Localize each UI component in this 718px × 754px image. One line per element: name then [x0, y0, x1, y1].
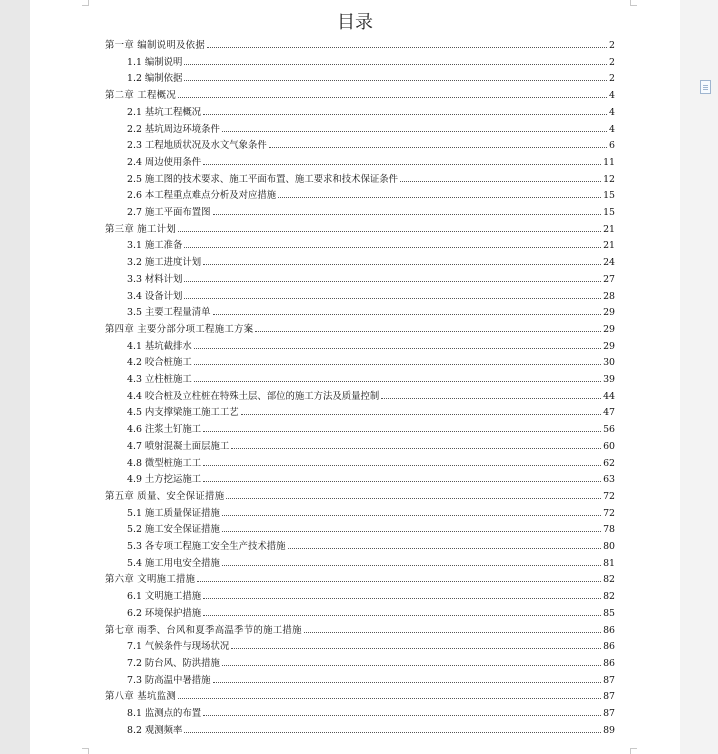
document-icon[interactable] — [700, 80, 711, 94]
toc-entry-label: 4.6 注浆土钉施工 — [127, 424, 202, 436]
toc-leader-dots — [278, 197, 601, 198]
toc-section-entry[interactable] — [105, 237, 615, 254]
toc-page-number: 86 — [603, 624, 615, 636]
toc-entry-label: 5.1 施工质量保证措施 — [127, 507, 220, 519]
toc-entry-label: 第六章 文明施工措施 — [105, 574, 196, 586]
toc-entry-label: 第一章 编制说明及依据 — [105, 40, 206, 51]
toc-page-number: 6 — [609, 140, 615, 152]
toc-entry-label: 第三章 施工计划 — [105, 223, 177, 235]
toc-section-entry[interactable] — [105, 555, 615, 572]
toc-page-number: 27 — [603, 273, 615, 285]
toc-entry-label: 2.7 施工平面布置图 — [127, 207, 211, 218]
toc-section-entry[interactable] — [105, 187, 615, 204]
toc-leader-dots — [194, 364, 601, 365]
toc-entry-label: 8.2 观测频率 — [127, 724, 183, 736]
toc-entry-label: 5.4 施工用电安全措施 — [127, 557, 220, 569]
toc-section-entry[interactable] — [105, 104, 615, 121]
toc-page-number: 82 — [603, 574, 615, 586]
toc-section-entry[interactable] — [105, 288, 615, 305]
toc-leader-dots — [184, 64, 607, 65]
toc-leader-dots — [222, 515, 601, 516]
toc-leader-dots — [194, 381, 601, 382]
right-sidebar — [680, 0, 718, 754]
toc-entry-label: 1.1 编制说明 — [127, 56, 183, 68]
toc-section-entry[interactable] — [105, 137, 615, 154]
toc-section-entry[interactable] — [105, 705, 615, 722]
toc-leader-dots — [184, 247, 601, 248]
toc-page-number: 78 — [603, 524, 615, 536]
toc-page-number: 86 — [603, 657, 615, 669]
toc-section-entry[interactable] — [105, 54, 615, 71]
toc-entry-label: 5.2 施工安全保证措施 — [127, 524, 220, 536]
toc-entry-label: 第八章 基坑监测 — [105, 691, 177, 703]
toc-entry-label: 3.2 施工进度计划 — [127, 257, 202, 269]
toc-entry-label: 4.4 咬合桩及立柱桩在特殊土层、部位的施工方法及质量控制 — [127, 390, 380, 402]
toc-entry-label: 第四章 主要分部分项工程施工方案 — [105, 323, 254, 335]
toc-entry-label: 4.5 内支撑梁施工施工工艺 — [127, 407, 239, 419]
toc-page-number: 29 — [603, 340, 615, 352]
toc-section-entry[interactable] — [105, 171, 615, 188]
toc-entry-label: 2.5 施工图的技术要求、施工平面布置、施工要求和技术保证条件 — [127, 173, 399, 185]
toc-entry-label: 1.2 编制依据 — [127, 73, 183, 85]
toc-page-number: 81 — [603, 557, 615, 569]
toc-page-number: 72 — [603, 507, 615, 519]
toc-page-number: 60 — [603, 440, 615, 452]
toc-entry-label: 2.4 周边使用条件 — [127, 156, 202, 168]
toc-section-entry[interactable] — [105, 338, 615, 355]
toc-entry-label: 第七章 雨季、台风和夏季高温季节的施工措施 — [105, 624, 302, 636]
toc-section-entry[interactable] — [105, 388, 615, 405]
toc-page-number: 11 — [603, 156, 615, 168]
toc-leader-dots — [178, 698, 601, 699]
toc-page-number: 4 — [609, 123, 615, 135]
toc-entry-label: 4.8 微型桩施工工 — [127, 457, 202, 469]
toc-leader-dots — [178, 231, 601, 232]
toc-leader-dots — [226, 498, 601, 499]
toc-chapter-entry[interactable] — [105, 87, 615, 104]
toc-section-entry[interactable] — [105, 70, 615, 87]
toc-page-number: 82 — [603, 591, 615, 603]
toc-entry-label: 3.3 材料计划 — [127, 273, 183, 285]
toc-leader-dots — [231, 448, 601, 449]
toc-leader-dots — [269, 147, 607, 148]
toc-page-number: 4 — [609, 106, 615, 118]
toc-entry-label: 2.6 本工程重点难点分析及对应措施 — [127, 190, 277, 202]
toc-section-entry[interactable] — [105, 404, 615, 421]
toc-entry-label: 6.1 文明施工措施 — [127, 591, 202, 603]
toc-page-number: 85 — [603, 607, 615, 619]
toc-page-number: 44 — [603, 390, 615, 402]
toc-leader-dots — [203, 164, 601, 165]
toc-page-number: 63 — [603, 474, 615, 486]
toc-section-entry[interactable] — [105, 471, 615, 488]
crop-mark — [630, 748, 637, 749]
toc-leader-dots — [203, 715, 601, 716]
toc-entry-label: 3.1 施工准备 — [127, 240, 183, 252]
toc-entry-label: 4.9 土方挖运施工 — [127, 474, 202, 486]
toc-leader-dots — [184, 298, 601, 299]
toc-leader-dots — [203, 615, 601, 616]
toc-page-number: 2 — [609, 56, 615, 68]
toc-leader-dots — [231, 648, 601, 649]
toc-entry-label: 7.1 气候条件与现场状况 — [127, 641, 230, 653]
toc-entry-label: 第五章 质量、安全保证措施 — [105, 490, 225, 502]
crop-mark — [82, 748, 89, 749]
toc-leader-dots — [178, 97, 607, 98]
toc-leader-dots — [222, 131, 607, 132]
toc-section-entry[interactable] — [105, 638, 615, 655]
toc-section-entry[interactable] — [105, 154, 615, 171]
toc-page-number: 56 — [603, 424, 615, 436]
toc-entry-label: 3.5 主要工程量清单 — [127, 307, 211, 319]
toc-page-number: 15 — [603, 207, 615, 218]
toc-leader-dots — [203, 264, 601, 265]
toc-leader-dots — [203, 431, 601, 432]
toc-page-number: 89 — [603, 724, 615, 736]
toc-page-number: 87 — [603, 691, 615, 703]
toc-leader-dots — [241, 414, 601, 415]
toc-entry-label: 6.2 环境保护措施 — [127, 607, 202, 619]
toc-page-number: 2 — [609, 73, 615, 85]
toc-entry-label: 3.4 设备计划 — [127, 290, 183, 302]
toc-leader-dots — [255, 331, 601, 332]
toc-section-entry[interactable] — [105, 672, 615, 689]
toc-page-number: 86 — [603, 641, 615, 653]
toc-leader-dots — [213, 214, 602, 215]
toc-page-number: 62 — [603, 457, 615, 469]
toc-page-number: 30 — [603, 357, 615, 369]
toc-entry-label: 4.3 立柱桩施工 — [127, 374, 192, 385]
toc-leader-dots — [400, 181, 601, 182]
toc-section-entry[interactable] — [105, 254, 615, 271]
toc-page-number: 29 — [603, 323, 615, 335]
toc-leader-dots — [222, 665, 601, 666]
toc-entry-label: 2.2 基坑周边环境条件 — [127, 123, 220, 135]
toc-entry-label: 7.3 防高温中暑措施 — [127, 674, 211, 686]
toc-chapter-entry[interactable] — [105, 221, 615, 238]
toc-section-entry[interactable] — [105, 521, 615, 538]
toc-entry-label: 第二章 工程概况 — [105, 90, 177, 102]
toc-page-number: 24 — [603, 257, 615, 269]
toc-page-number: 39 — [603, 374, 615, 385]
toc-page-number: 72 — [603, 490, 615, 502]
toc-page-number: 21 — [603, 223, 615, 235]
toc-page-number: 21 — [603, 240, 615, 252]
toc-leader-dots — [194, 348, 601, 349]
toc-entry-label: 2.1 基坑工程概况 — [127, 106, 202, 118]
toc-page-number: 29 — [603, 307, 615, 319]
crop-mark — [630, 5, 637, 6]
toc-section-entry[interactable] — [105, 438, 615, 455]
toc-page-number: 87 — [603, 708, 615, 719]
toc-leader-dots — [304, 632, 601, 633]
toc-leader-dots — [222, 565, 601, 566]
crop-mark — [82, 5, 89, 6]
toc-page-number: 4 — [609, 90, 615, 102]
toc-leader-dots — [203, 465, 601, 466]
toc-leader-dots — [197, 581, 601, 582]
toc-leader-dots — [203, 598, 601, 599]
toc-leader-dots — [203, 481, 601, 482]
toc-leader-dots — [222, 531, 601, 532]
toc-chapter-entry[interactable] — [105, 37, 615, 54]
toc-section-entry[interactable] — [105, 204, 615, 221]
toc-entry-label: 4.2 咬合桩施工 — [127, 357, 192, 369]
toc-section-entry[interactable] — [105, 588, 615, 605]
toc-section-entry[interactable] — [105, 605, 615, 622]
toc-entry-label: 4.1 基坑截排水 — [127, 340, 192, 352]
toc-section-entry[interactable] — [105, 505, 615, 522]
toc-entry-label: 7.2 防台风、防洪措施 — [127, 657, 220, 669]
toc-chapter-entry[interactable] — [105, 622, 615, 639]
toc-page-number: 2 — [609, 40, 615, 51]
toc-chapter-entry[interactable] — [105, 321, 615, 338]
toc-leader-dots — [207, 47, 607, 48]
toc-page-number: 15 — [603, 190, 615, 202]
toc-page-number: 87 — [603, 674, 615, 686]
toc-section-entry[interactable] — [105, 304, 615, 321]
toc-section-entry[interactable] — [105, 121, 615, 138]
toc-leader-dots — [184, 281, 601, 282]
toc-section-entry[interactable] — [105, 421, 615, 438]
toc-entry-label: 5.3 各专项工程施工安全生产技术措施 — [127, 541, 286, 552]
toc-section-entry[interactable] — [105, 722, 615, 739]
toc-leader-dots — [184, 80, 607, 81]
toc-section-entry[interactable] — [105, 455, 615, 472]
toc-leader-dots — [203, 114, 607, 115]
toc-chapter-entry[interactable] — [105, 488, 615, 505]
toc-page-number: 47 — [603, 407, 615, 419]
toc-section-entry[interactable] — [105, 354, 615, 371]
toc-section-entry[interactable] — [105, 271, 615, 288]
toc-entry-label: 4.7 喷射混凝土面层施工 — [127, 440, 230, 452]
toc-chapter-entry[interactable] — [105, 688, 615, 705]
toc-section-entry[interactable] — [105, 538, 615, 555]
toc-page-number: 80 — [603, 541, 615, 552]
toc-leader-dots — [213, 682, 602, 683]
toc-section-entry[interactable] — [105, 371, 615, 388]
page-title: 目录 — [337, 12, 373, 33]
toc-leader-dots — [184, 732, 601, 733]
toc-section-entry[interactable] — [105, 655, 615, 672]
toc-chapter-entry[interactable] — [105, 571, 615, 588]
toc-leader-dots — [213, 314, 602, 315]
toc-entry-label: 8.1 监测点的布置 — [127, 708, 202, 719]
toc-page-number: 12 — [603, 173, 615, 185]
toc-page-number: 28 — [603, 290, 615, 302]
toc-entry-label: 2.3 工程地质状况及水文气象条件 — [127, 140, 267, 152]
toc-leader-dots — [288, 548, 602, 549]
toc-leader-dots — [381, 398, 601, 399]
